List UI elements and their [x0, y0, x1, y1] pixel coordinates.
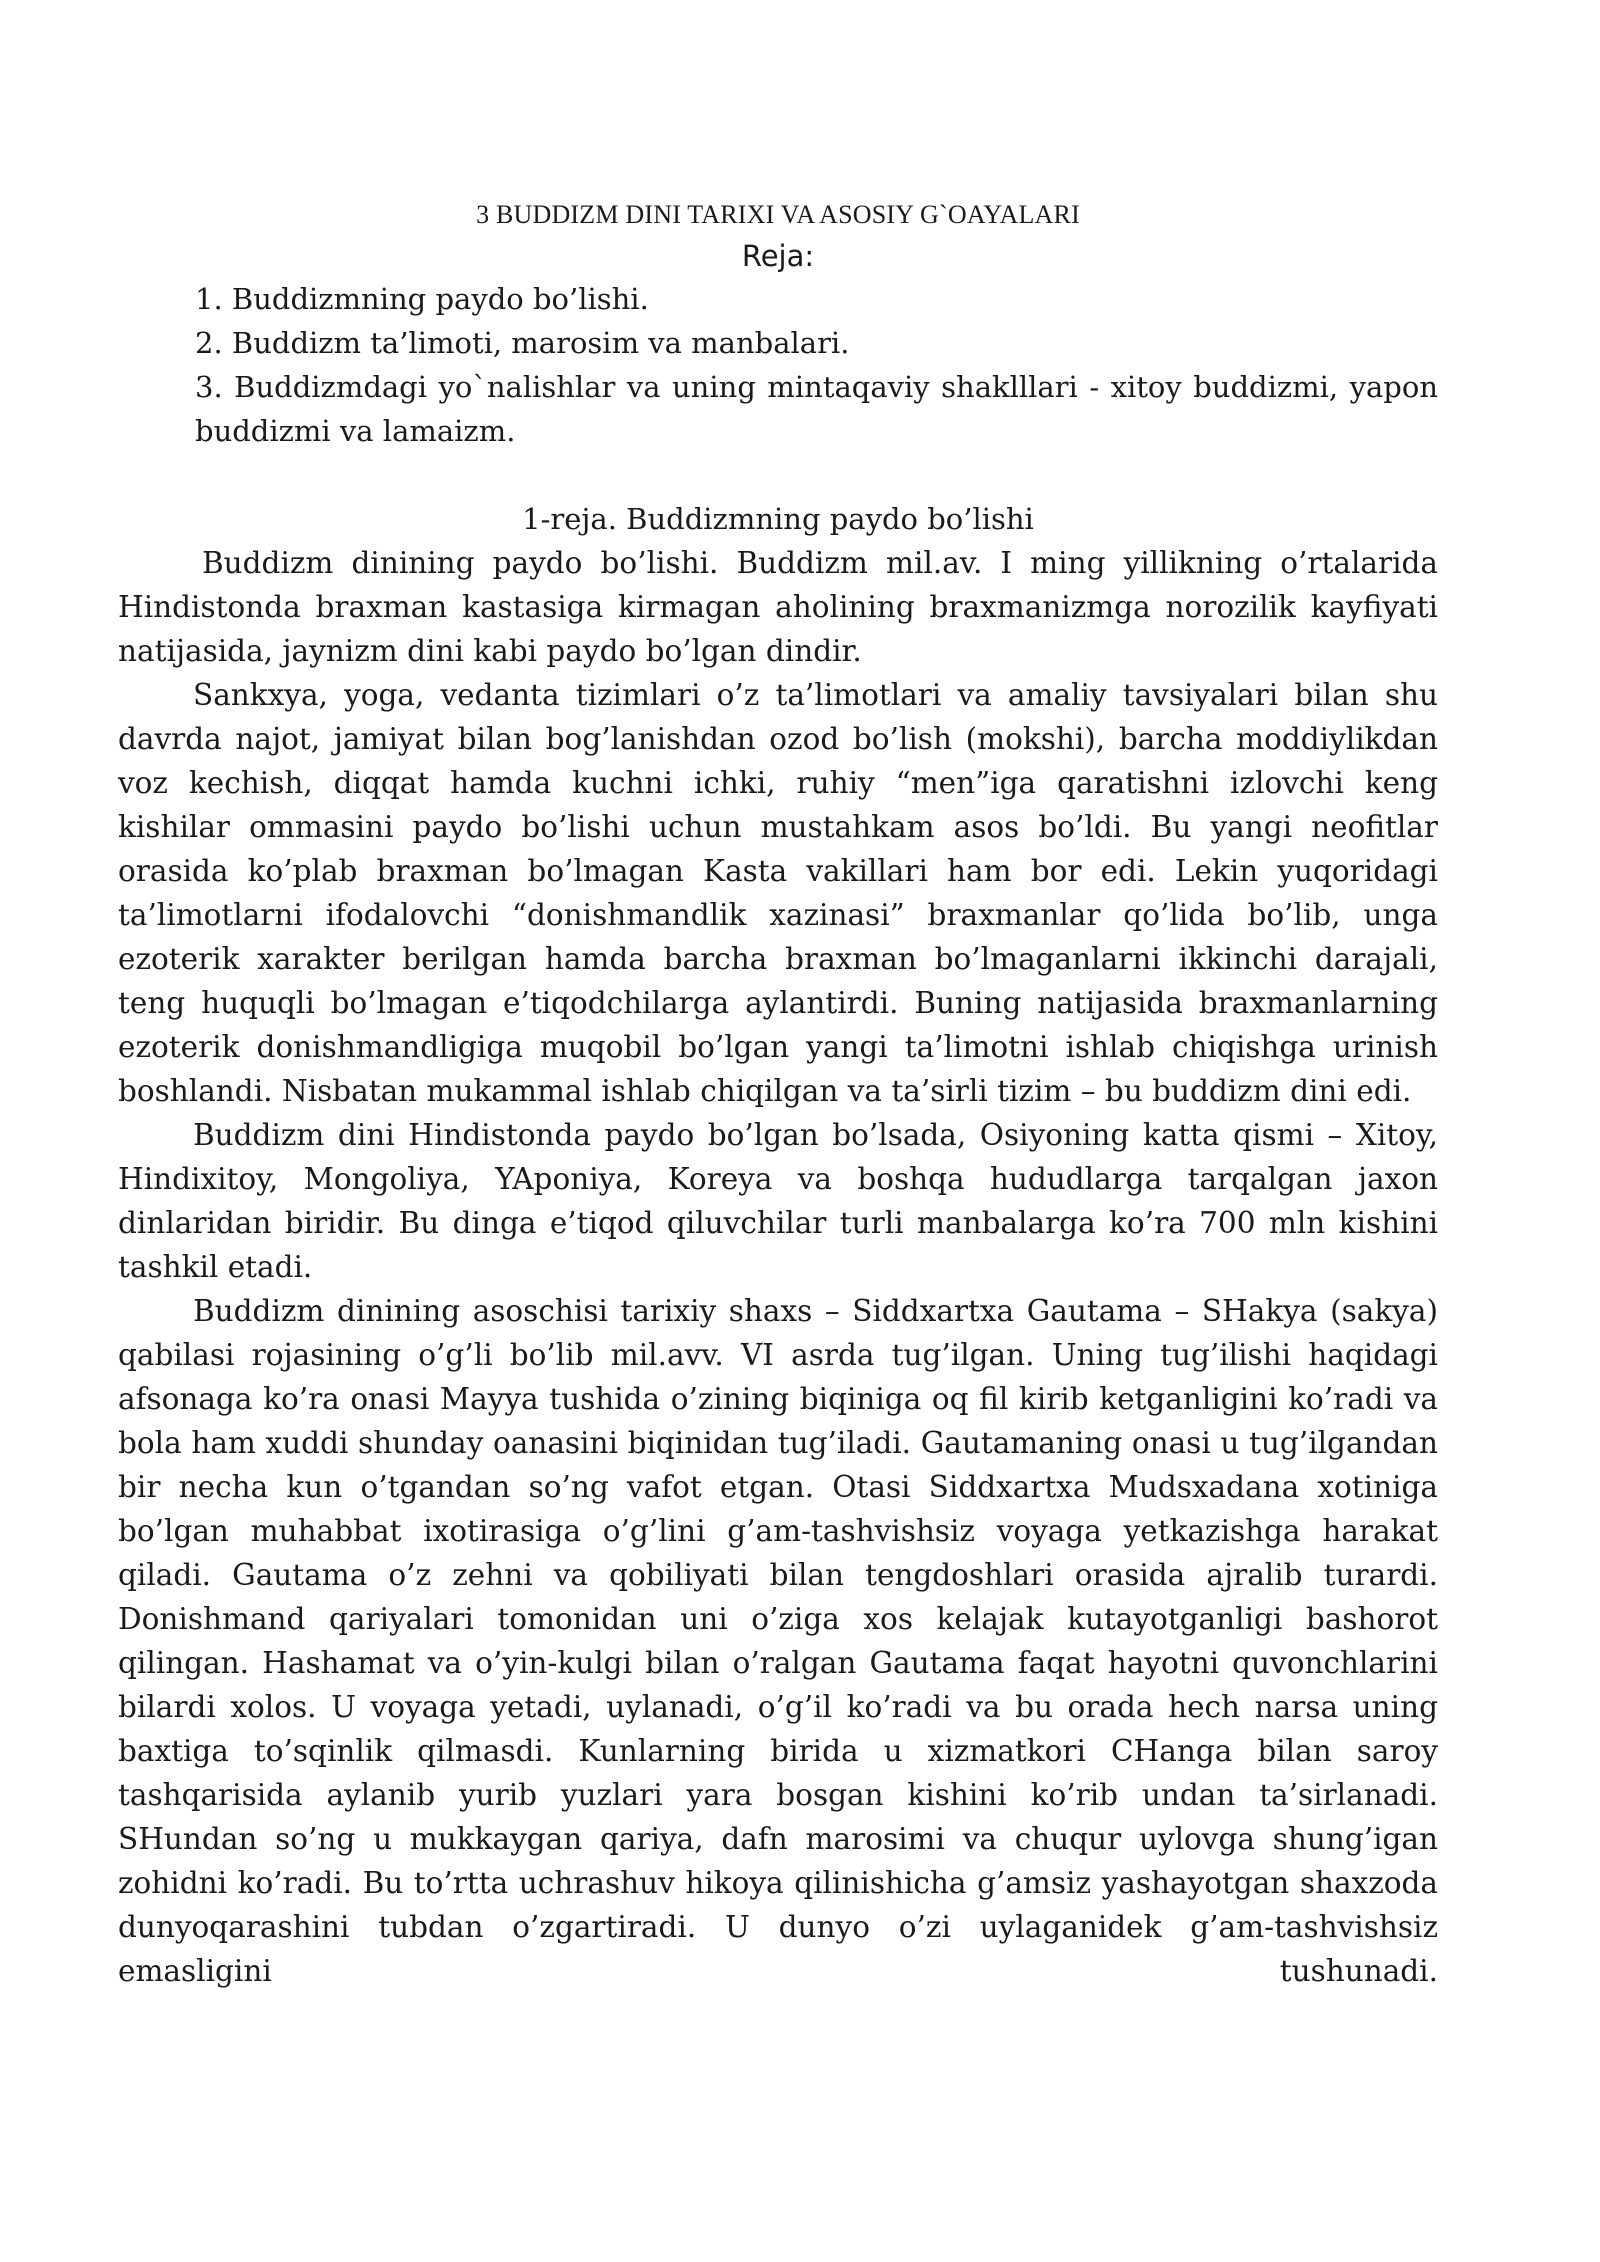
paragraph-founder: Buddizm dinining asoschisi tarixiy shaxs – Siddxartxa Gautama – SHakya (sakya) qabilasi rojasining o’g’li bo’lib mil.avv. VI asrda tug’ilgan. Uning tug’ilishi haqidagi afsonaga ko’ra onasi Mayya tushida o’zining biqiniga oq fil kirib ketganligini ko’radi va bola ham xuddi shunday oanasini biqinidan tug’iladi. Gautamaning onasi u tug’ilgandan bir necha kun o’tgandan so’ng vafot etgan. Otasi Siddxartxa Mudsxadana xotiniga bo’lgan muhabbat ixotirasiga o’g’lini g’am-tashvishsiz voyaga yetkazishga harakat qiladi. Gautama o’z zehni va qobiliyati bilan tengdoshlari orasida ajralib turardi. Donishmand qariyalari tomonidan uni o’ziga xos kelajak kutayotganligi bashorot qilingan. Hashamat va o’yin-kulgi bilan o’ralgan Gautama faqat hayotni quvonchlarini bilardi xolos. U voyaga yetadi, uylanadi, o’g’il ko’radi va bu orada hech narsa uning baxtiga to’sqinlik qilmasdi. Kunlarning birida u xizmatkori CHanga bilan saroy tashqarisida aylanib yurib yuzlari yara bosgan kishini ko’rib undan ta’sirlanadi. SHundan so’ng u mukkaygan qariya, dafn marosimi va chuqur uylovga shung’igan zohidni ko’radi. Bu to’rtta uchrashuv hikoya qilinishicha g’amsiz yashayotgan shaxzoda dunyoqarashini tubdan o’zgartiradi. U dunyo o’zi uylaganidek g’am-tashvishsiz emasligini tushunadi.: [118, 1294, 1438, 1988]
paragraph-spread: Buddizm dini Hindistonda paydo bo’lgan bo’lsada, Osiyoning katta qismi – Xitoy, Hindixitoy, Mongoliya, YAponiya, Koreya va boshqa hududlarga tarqalgan jaxon dinlaridan biridir. Bu dinga e’tiqod qiluvchilar turli manbalarga ko’ra 700 mln kishini tashkil etadi.: [118, 1118, 1438, 1284]
plan-label: Reja:: [741, 239, 815, 273]
document-content: [118, 195, 1438, 1993]
paragraph-origin: Buddizm dinining paydo bo’lishi. Buddizm mil.av. I ming yillikning o’rtalarida Hindistonda braxman kastasiga kirmagan aholining braxmanizmga norozilik kayfiyati natijasida, jaynizm dini kabi paydo bo’lgan dindir.: [118, 546, 1438, 668]
plan-item-1: 1. Buddizmning paydo bo’lishi.: [195, 282, 649, 316]
plan-item-2: 2. Buddizm ta’limoti, marosim va manbalari.: [195, 326, 850, 360]
plan-list: [118, 277, 1438, 453]
plan-item-3: 3. Buddizmdagi yo`nalishlar va uning mintaqaviy shaklllari - xitoy buddizmi, yapon buddizmi va lamaizm.: [195, 370, 1438, 448]
document-title: 3 BUDDIZM DINI TARIXI VA ASOSIY G`OAYALARI: [476, 200, 1080, 229]
section-heading: 1-reja. Buddizmning paydo bo’lishi: [522, 502, 1034, 536]
paragraph-philosophies: Sankxya, yoga, vedanta tizimlari o’z ta’limotlari va amaliy tavsiyalari bilan shu davrda najot, jamiyat bilan bog’lanishdan ozod bo’lish (mokshi), barcha moddiylikdan voz kechish, diqqat hamda kuchni ichki, ruhiy “men”iga qaratishni izlovchi keng kishilar ommasini paydo bo’lishi uchun mustahkam asos bo’ldi. Bu yangi neofitlar orasida ko’plab braxman bo’lmagan Kasta vakillari ham bor edi. Lekin yuqoridagi ta’limotlarni ifodalovchi “donishmandlik xazinasi” braxmanlar qo’lida bo’lib, unga ezoterik xarakter berilgan hamda barcha braxman bo’lmaganlarni ikkinchi darajali, teng huquqli bo’lmagan e’tiqodchilarga aylantirdi. Buning natijasida braxmanlarning ezoterik donishmandligiga muqobil bo’lgan yangi ta’limotni ishlab chiqishga urinish boshlandi. Nisbatan mukammal ishlab chiqilgan va ta’sirli tizim – bu buddizm dini edi.: [118, 678, 1438, 1108]
